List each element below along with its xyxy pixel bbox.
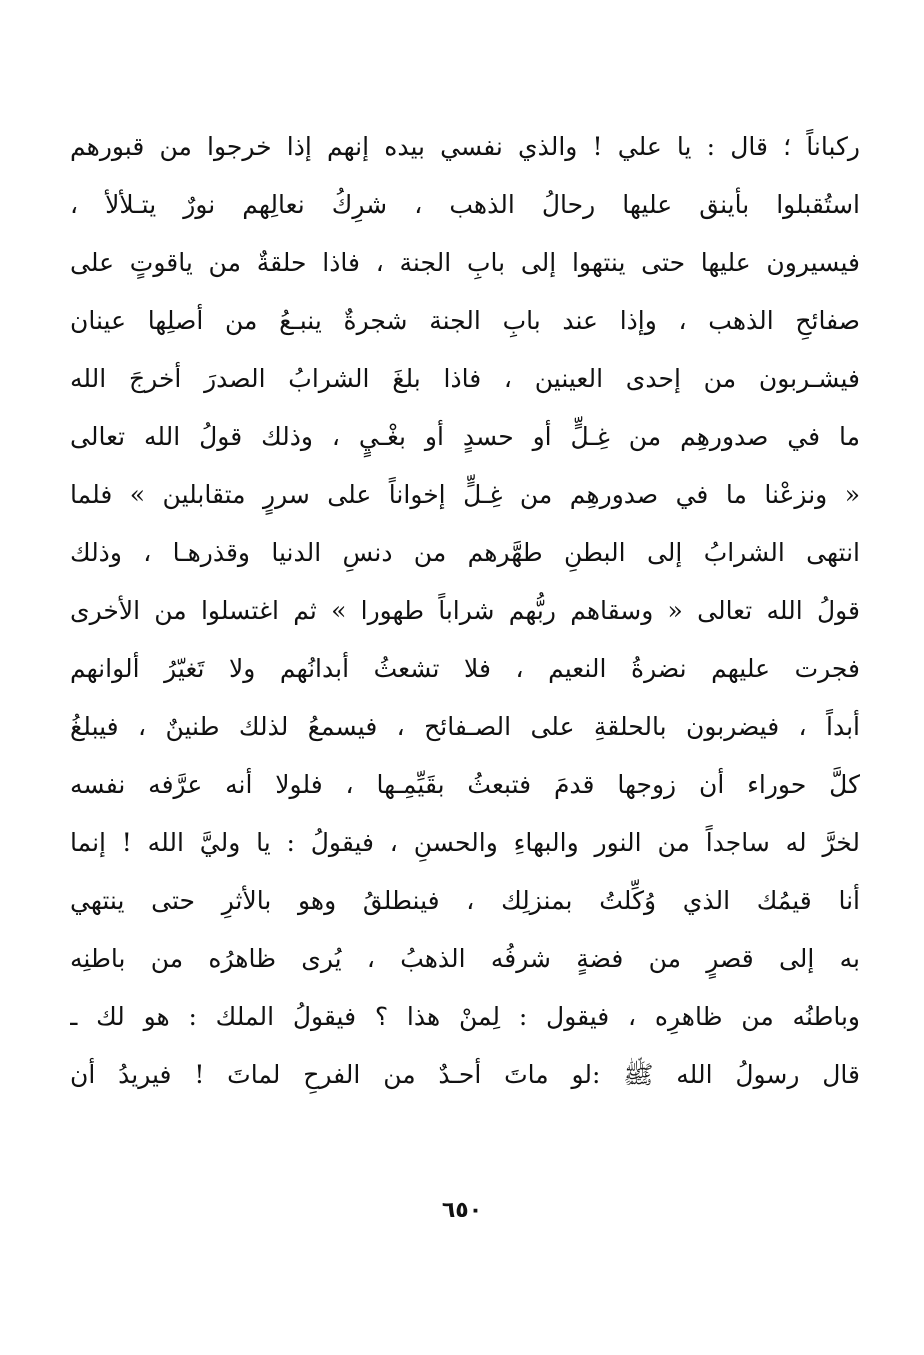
text-line-4: صفائحِ الذهب ، وإذا عند بابِ الجنة شجرةٌ ينبـعُ من أصلِها عينان xyxy=(70,306,860,335)
text-line-6: ما في صدورهِم من غِـلٍّ أو حسدٍ أو بغْـيٍ ، وذلك قولُ الله تعالى xyxy=(70,422,860,451)
text-line-8: انتهى الشرابُ إلى البطنِ طهَّرهم من دنسِ الدنيا وقذرهـا ، وذلك xyxy=(70,538,860,567)
text-line-1: ركباناً ؛ قال : يا علي ! والذي نفسي بيده إنهم إذا خرجوا من قبورهم xyxy=(70,132,860,161)
text-line-9: قولُ الله تعالى « وسقاهم ربُّهم شراباً طهورا » ثم اغتسلوا من الأخرى xyxy=(70,596,860,625)
text-line-2: استُقبلوا بأينق عليها رحالُ الذهب ، شرِكُ نعالِهم نورٌ يتـلألأ ، xyxy=(70,190,860,219)
text-line-13: لخرَّ له ساجداً من النور والبهاءِ والحسنِ ، فيقولُ : يا وليَّ الله ! إنما xyxy=(70,828,860,857)
text-line-14: أنا قيمُك الذي وُكِّلتُ بمنزلِك ، فينطلقُ وهو بالأثرِ حتى ينتهي xyxy=(70,886,860,915)
text-line-11: أبداً ، فيضربون بالحلقةِ على الصـفائح ، فيسمعُ لذلك طنينٌ ، فيبلغُ xyxy=(70,712,860,741)
text-line-16: وباطنُه من ظاهرِه ، فيقول : لِمنْ هذا ؟ فيقولُ الملك : هو لك ـ xyxy=(70,1002,860,1031)
text-line-15: به إلى قصرٍ من فضةٍ شرفُه الذهبُ ، يُرى ظاهرُه من باطنِه xyxy=(70,944,860,973)
text-line-12: كلَّ حوراء أن زوجها قدمَ فتبعثُ بقَيِّمِـها ، فلولا أنه عرَّفه نفسه xyxy=(70,770,860,799)
text-line-7: « ونزعْنا ما في صدورهِم من غِـلٍّ إخواناً على سررٍ متقابلين » فلما xyxy=(70,480,860,509)
text-line-3: فيسيرون عليها حتى ينتهوا إلى بابِ الجنة ، فاذا حلقةٌ من ياقوتٍ على xyxy=(70,248,860,277)
text-line-10: فجرت عليهم نضرةُ النعيم ، فلا تشعثُ أبدانُهم ولا تَغيّرُ ألوانهم xyxy=(70,654,860,683)
page-text-body xyxy=(70,118,860,1104)
page-number: ٦٥٠ xyxy=(441,1198,483,1223)
text-line-17: قال رسولُ الله ﷺ :لو ماتَ أحـدٌ من الفرحِ لماتَ ! فيريدُ أن xyxy=(70,1060,860,1089)
text-line-5: فيشـربون من إحدى العينين ، فاذا بلغَ الشرابُ الصدرَ أخرجَ الله xyxy=(70,364,860,393)
